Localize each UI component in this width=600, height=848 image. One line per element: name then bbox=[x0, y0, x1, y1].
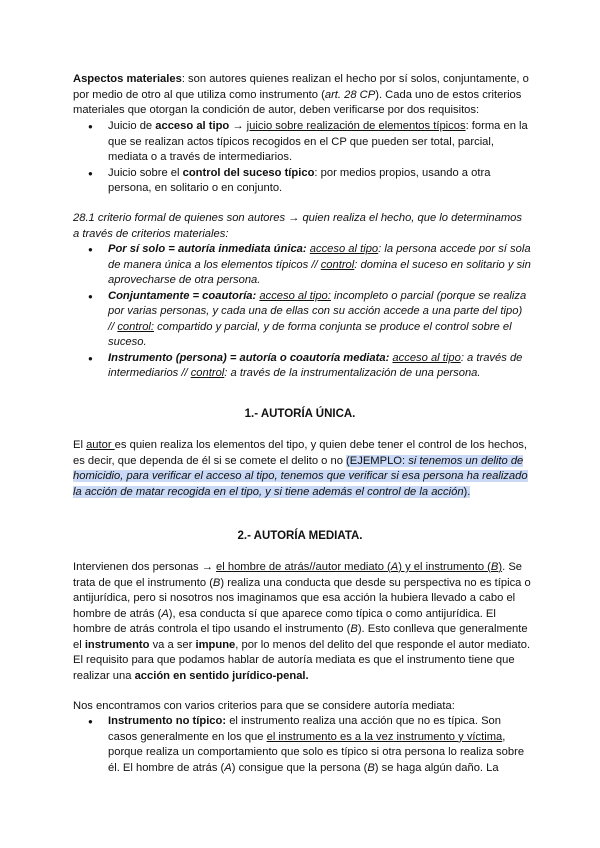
text-span: B bbox=[490, 561, 499, 573]
bold-term: Conjuntamente = coautoría: bbox=[108, 289, 257, 302]
underlined-term: el instrumento es a la vez instrumento y víctima bbox=[266, 730, 503, 743]
text-span: → bbox=[229, 120, 247, 132]
text-span: A bbox=[390, 561, 399, 573]
criteria-list bbox=[73, 242, 531, 382]
text-span: ) se haga algún daño. La bbox=[374, 761, 499, 774]
list-item bbox=[73, 242, 531, 289]
text-span: B bbox=[350, 623, 358, 635]
bold-term: Por sí solo = autoría inmediata única: bbox=[108, 243, 307, 255]
text-span: Juicio sobre el bbox=[108, 166, 183, 179]
bold-term: instrumento bbox=[84, 638, 150, 651]
underlined-term: control bbox=[320, 258, 355, 271]
text-span: El bbox=[73, 439, 87, 451]
text-span: Juicio de bbox=[108, 120, 156, 132]
autoria-unica-paragraph bbox=[73, 438, 531, 500]
text-span: : forma en la que se realizan actos típicos recogidos en el CP que pueden ser total, parcial, mediata o a través de intermediarios. bbox=[108, 120, 528, 163]
text-span: ) realiza una conducta que desde su perspectiva no es típica o antijurídica, pero si nosotros nos imaginamos que esa acción la hubiera llevado a cabo el hombre de atrás ( bbox=[73, 576, 531, 620]
text-span: : son autores quienes realizan el hecho por sí solos, conjuntamente, o por medio de otro al que utiliza como instrumento ( bbox=[73, 73, 529, 101]
bold-term: impune bbox=[195, 638, 236, 651]
text-span: : a través de la instrumentalización de una persona. bbox=[224, 367, 481, 379]
list-item bbox=[73, 119, 531, 166]
text-span: el hombre de atrás//autor mediato ( bbox=[216, 561, 391, 573]
text-span: (EJEMPLO: bbox=[346, 454, 409, 467]
bold-term: acceso al tipo bbox=[155, 120, 230, 132]
text-span: A bbox=[161, 607, 169, 620]
text-span: ). bbox=[463, 485, 471, 498]
text-span: ) bbox=[498, 561, 503, 573]
underlined-term: control: bbox=[117, 320, 155, 333]
underlined-term: acceso al tipo bbox=[392, 351, 461, 364]
text-span: ). Cada uno de estos criterios materiales que otorgan la condición de autor, deben verificarse por dos requisitos: bbox=[73, 88, 522, 116]
section-heading-autoria-unica: 1.- AUTORÍA ÚNICA. bbox=[244, 408, 356, 420]
text-span: : la persona accede por sí sola de manera única a los elementos típicos // bbox=[108, 243, 531, 271]
bold-term: Instrumento (persona) = autoría o coautoría mediata: bbox=[108, 351, 390, 364]
underlined-term: acceso al tipo bbox=[309, 243, 379, 255]
list-item bbox=[73, 289, 531, 351]
text-span: ), esa conducta sí que aparece como típica o como antijurídica. El hombre de atrás controla el tipo usando el instrumento ( bbox=[73, 607, 496, 635]
text-span: : por medios propios, usando a otra persona, en solitario o en conjunto. bbox=[108, 166, 491, 194]
text-span: ) consigue que la persona ( bbox=[231, 761, 368, 774]
autoria-mediata-paragraph bbox=[73, 560, 531, 684]
list-item bbox=[73, 714, 531, 776]
list-item bbox=[73, 166, 531, 197]
bold-term: Instrumento no típico: bbox=[108, 715, 227, 727]
text-span: : domina el suceso en solitario y sin aprovecharse de otra persona. bbox=[108, 258, 531, 286]
section-heading-autoria-mediata: 2.- AUTORÍA MEDIATA. bbox=[237, 530, 363, 542]
text-span: es quien realiza los elementos del tipo, y quien debe tener el control de los hechos, es decir, que dependa de él si se comete el delito o no bbox=[73, 439, 528, 467]
mediata-criteria-list bbox=[73, 714, 531, 776]
text-span: , porque realiza un comportamiento que solo es típico si otra persona lo realiza sobre él. El hombre de atrás ( bbox=[108, 730, 525, 774]
bold-term: acción en sentido jurídico-penal. bbox=[134, 669, 309, 682]
underlined-term: juicio sobre realización de elementos típicos bbox=[246, 120, 466, 132]
underlined-term: autor bbox=[86, 439, 115, 451]
text-span: : a través de intermediarios // bbox=[108, 351, 523, 379]
text-span: , por lo menos del delito del que responde el autor mediato. El requisito para que podamos hablar de autoría mediata es que el instrumento tiene que realizar una bbox=[73, 638, 531, 682]
text-span: . Se trata de que el instrumento ( bbox=[73, 561, 523, 589]
text-span: A bbox=[224, 761, 232, 774]
text-span: B bbox=[212, 576, 221, 589]
article-reference: art. 28 CP bbox=[324, 88, 376, 101]
requirements-list bbox=[73, 119, 531, 197]
text-span: B bbox=[367, 761, 375, 774]
text-span: ). Esto conlleva que generalmente el bbox=[73, 623, 528, 651]
criteria-intro-paragraph: Nos encontramos con varios criterios para que se considere autoría mediata: bbox=[73, 700, 455, 712]
underlined-term: control bbox=[190, 367, 225, 379]
underlined-term bbox=[216, 561, 502, 573]
text-span: compartido y parcial, y de forma conjunta se produce el control sobre el suceso. bbox=[108, 320, 512, 348]
formal-criterion-paragraph: 28.1 criterio formal de quienes son autores → quien realiza el hecho, que lo determinamos a través de criterios materiales: bbox=[73, 212, 522, 240]
text-span: el instrumento realiza una acción que no es típica. Son casos generalmente en los que bbox=[108, 715, 501, 743]
example-text: si tenemos un delito de homicidio, para verificar el acceso al tipo, tenemos que verificar si esa persona ha realizado la acción de matar recogida en el tipo, y si tiene además el control de la acción bbox=[73, 454, 528, 498]
text-span: ) y el instrumento ( bbox=[398, 561, 491, 573]
underlined-term: acceso al tipo: bbox=[259, 289, 331, 302]
bold-term: control del suceso típico bbox=[182, 166, 315, 179]
text-span: va a ser bbox=[149, 638, 196, 651]
text-span: incompleto o parcial (porque se realiza por varias personas, y cada una de ellas con su acción accede a una parte del tipo) // bbox=[108, 289, 527, 333]
material-aspects-title: Aspectos materiales bbox=[73, 73, 182, 85]
text-span: Intervienen dos personas → bbox=[73, 561, 217, 573]
list-item bbox=[73, 351, 531, 382]
material-aspects-paragraph bbox=[73, 72, 531, 119]
